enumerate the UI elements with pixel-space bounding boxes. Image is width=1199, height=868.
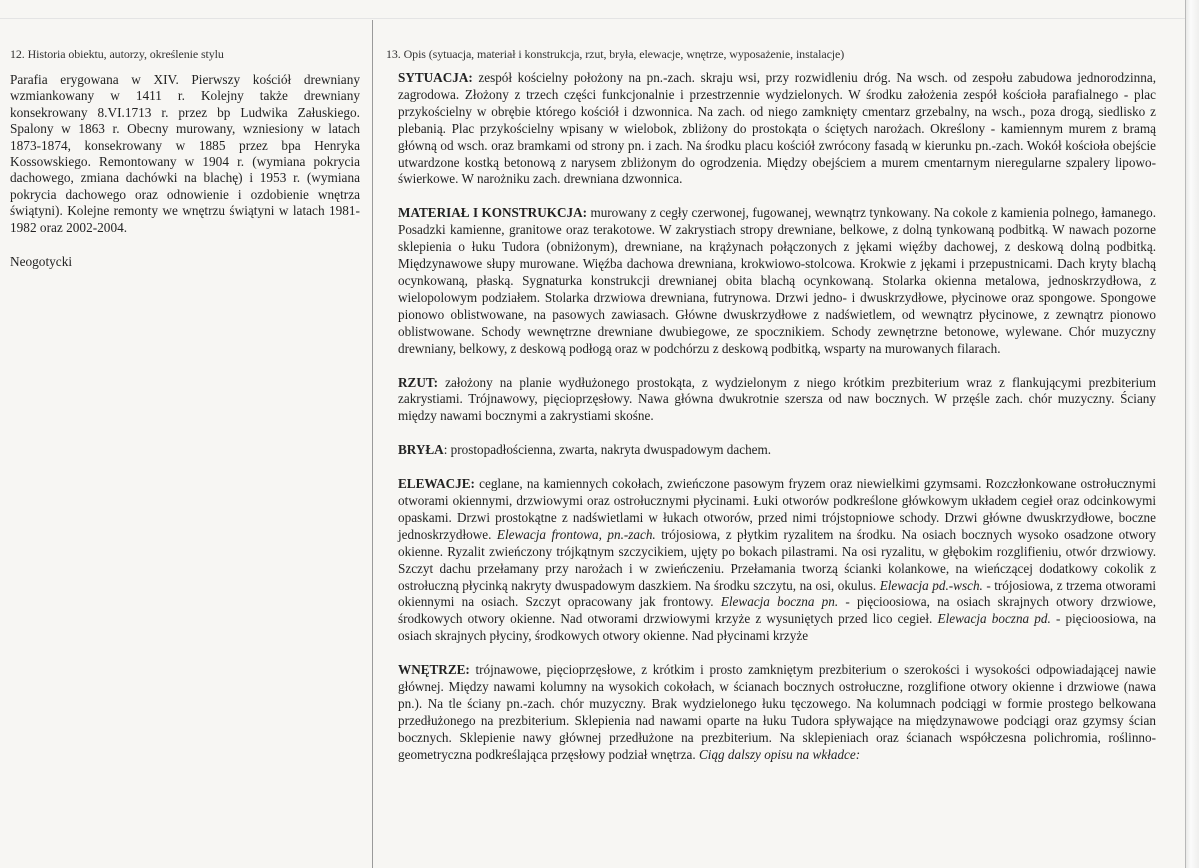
continued-note: Ciąg dalszy opisu na wkładce: (698, 746, 861, 762)
section-text: ceglane, na kamiennych cokołach, zwieńczone pasowym fryzem oraz niewielkimi gzymsami. Rozczłonkowane ostrołucznymi otworami okiennymi, drzwiowymi oraz ostrołucznymi płycinami. Łuki otworów podkreślone główkowym układem cegieł oraz odcinkowymi opaskami. Drzwi prostokątne z nadświetlami w łukach otworów, przed nimi trójstopniowe schody. Drzwi główne dwuskrzydłowe, boczne jednoskrzydłowe. (398, 476, 1156, 542)
section-label: BRYŁA (398, 442, 444, 458)
section-material (398, 205, 1156, 357)
history-column (10, 47, 360, 270)
top-rule (0, 18, 1185, 19)
section-italic: Elewacja pd.-wsch. (879, 577, 983, 593)
section-bryla (398, 442, 1156, 459)
section-italic: Elewacja boczna pd. (937, 611, 1051, 627)
section-text: - trójosiowa, z trzema otworami okiennymi na osiach. Szczyt opracowany jak frontowy. (398, 577, 1156, 610)
history-text: Parafia erygowana w XIV. Pierwszy kościół drewniany wzmiankowany w 1411 r. Kolejny także drewniany konsekrowany 8.VI.1713 r. przez bp Ludwika Załuskiego. Spalony w 1863 r. Obecny murowany, wzniesiony w latach 1873-1874, konsekrowany w 1885 przez bpa Henryka Kossowskiego. Remontowany w 1904 r. (wymiana pokrycia dachowego, zmiana dachówki na blachę) i 1953 r. (wymiana pokrycia dachowego oraz odnowienie i ozdobienie wnętrza świątyni). Kolejne remonty we wnętrzu świątyni w latach 1981-1982 oraz 2002-2004. (10, 72, 360, 235)
section-text: : prostopadłościenna, zwarta, nakryta dwuspadowym dachem. (443, 442, 772, 458)
section-label: MATERIAŁ I KONSTRUKCJA: (398, 205, 588, 221)
section-text: założony na planie wydłużonego prostokąta, z wydzielonym z niego krótkim prezbiterium wraz z flankującymi prezbiterium zakrystiami. Trójnawowy, pięcioprzęsłowy. Nawa główna dwukrotnie szersza od naw bocznych. W przęśle zach. chór muzyczny. Ściany między nawami bocznymi a zakrystiami skośne. (398, 374, 1156, 424)
history-header: 12. Historia obiektu, autorzy, określenie stylu (10, 47, 224, 61)
description-header: 13. Opis (sytuacja, materiał i konstrukcja, rzut, bryła, elewacje, wnętrze, wyposażenie, instalacje) (386, 47, 845, 61)
section-elewacje (398, 476, 1156, 645)
section-italic: Elewacja boczna pn. (720, 594, 839, 610)
column-divider (372, 20, 373, 868)
section-text: - pięcioosiowa, na osiach skrajnych otwory drzwiowe, środkowych otwory okienne. Nad otworami drzwiowymi krzyże z wysuniętych przed lico cegieł. (398, 594, 1156, 627)
section-rzut (398, 375, 1156, 426)
style-text: Neogotycki (10, 254, 73, 270)
page-edge (1185, 0, 1199, 868)
section-wnetrze (398, 662, 1156, 763)
section-text: zespół kościelny położony na pn.-zach. skraju wsi, przy rozwidleniu dróg. Na wsch. od zespołu zabudowa jednorodzinna, zagrodowa. Złożony z trzech części funkcjonalnie i przestrzennie wydzielonych. W środku założenia zespół kościoła parafialnego - plac przykościelny w obrębie którego kościół i dzwonnica. Na zach. od niego zamknięty cmentarz grzebalny, na wsch., poza drogą, siedlisko z plebanią. Plac przykościelny wpisany w wielobok, zbliżony do prostokąta o ściętych narożach. Określony - kamiennym murem z bramą główną od wsch. oraz bramkami od strony pn. i zach. Na środku placu kościół zwrócony fasadą w kierunku pn.-zach. Wokół kościoła obejście utwardzone kostką betonową z narysem zbliżonym do ogrodzenia. Między obejściem a murem cmentarnym nieregularne szpalery lipowo-świerkowe. W narożniku zach. drewniana dzwonnica. (398, 70, 1156, 187)
section-text: trójosiowa, z płytkim ryzalitem na środku. Na osiach bocznych wysoko osadzone otwory okienne. Ryzalit zwieńczony trójkątnym szczycikiem, ujęty po bokach pilastrami. Na osi ryzalitu, w głębokim rozglifieniu, otwór drzwiowy. Szczyt dachu przełamany przy narożach i w zwieńczeniu. Przełamania tworzą ścianki kolankowe, na wieńczącej dodatkowy cokolik z ostrołuczną płycinką nakryty dwuspadowym daszkiem. Na środku szczytu, na osi, okulus. (398, 526, 1156, 593)
section-text: - pięcioosiowa, na osiach skrajnych płyciny, środkowych otwory okienne. Nad płycinami krzyże (398, 611, 1157, 644)
section-label: RZUT: (398, 374, 439, 390)
section-text: murowany z cegły czerwonej, fugowanej, wewnątrz tynkowany. Na cokole z kamienia polnego, łamanego. Posadzki kamienne, granitowe oraz terakotowe. W zakrystiach stropy drewniane, belkowe, z dolną tynkowaną podbitką. W nawach pozorne sklepienia o łuku Tudora (obniżonym), drewniane, na krążynach połączonych z jękami więźby dachowej, z deskową dolną podbitką. Międzynawowe słupy murowane. Więźba dachowa drewniana, krokwiowo-stolcowa. Krokwie z jękami i przepustnicami. Dach kryty blachą ocynkowaną, płaską. Sygnaturka konstrukcji drewnianej obita blachą ocynkowaną. Stolarka okienna metalowa, jednoskrzydłowa, z wielopolowym podziałem. Stolarka drzwiowa drewniana, futrynowa. Drzwi jedno- i dwuskrzydłowe, płycinowe oraz spongowe. Spongowe pionowo oblistwowane, na pasowych zawiasach. Główne dwuskrzydłowe z nadświetlem, od wewnątrz płycinowe, z zewnątrz pionowo oblistwowane. Schody wewnętrzne drewniane dwubiegowe, ze spocznikiem. Schody zewnętrzne betonowe, wylewane. Chór muzyczny drewniany, belkowy, z deskową podłogą oraz w podchórzu z deskową podbitką, wsparty na murowanych filarach. (398, 205, 1156, 356)
section-label: WNĘTRZE: (398, 662, 470, 678)
section-label: SYTUACJA: (398, 70, 473, 85)
section-italic: Elewacja frontowa, pn.-zach. (496, 526, 656, 542)
section-sytuacja (398, 70, 1156, 188)
description-column (386, 47, 1156, 781)
section-label: ELEWACJE: (398, 476, 475, 492)
section-text: trójnawowe, pięcioprzęsłowe, z krótkim i prosto zamkniętym prezbiterium o szerokości i wysokości odpowiadającej nawie głównej. Między nawami kolumny na wysokich cokołach, w ścianach bocznych ostrołuczne, rozglifione otwory okienne i drzwiowe (nawa pn.). Na tle ściany pn.-zach. chór muzyczny. Brak wydzielonego łuku tęczowego. Na kolumnach podciągi w formie prostego belkowana przedłużonego na prezbiterium. Sklepienia nad nawami oparte na łuku Tudora spływające na międzynawowe podciągi oraz gzymsy ścian bocznych. Sklepienie nawy głównej przedłużone na prezbiterium. Na sklepieniach oraz ścianach współczesna polichromia, roślinno-geometryczna podkreślająca przęsłowy podział wnętrza. (398, 662, 1156, 762)
